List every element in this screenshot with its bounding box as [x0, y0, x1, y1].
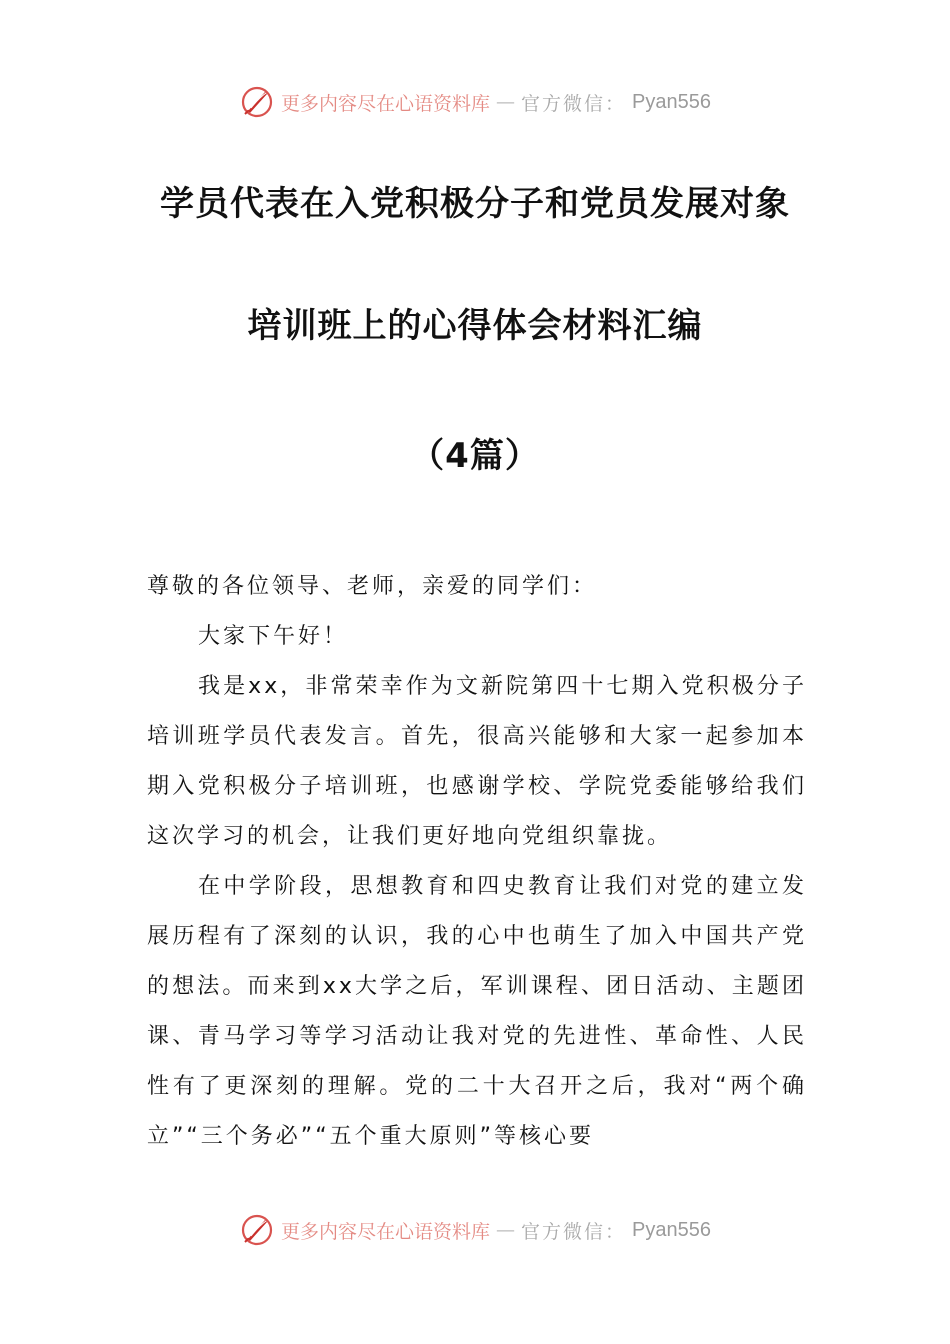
- document-count: （4篇）: [410, 436, 540, 476]
- watermark-site-text: 更多内容尽在心语资料库: [281, 92, 491, 115]
- document-title-line2: 培训班上的心得体会材料汇编: [247, 306, 703, 346]
- document-title-line1: 学员代表在入党积极分子和党员发展对象: [160, 184, 790, 224]
- watermark-handle: Pyan556: [632, 1218, 711, 1241]
- watermark-label: 官方微信：: [521, 1220, 627, 1243]
- header-watermark: [0, 84, 950, 120]
- footer-watermark: [0, 1212, 950, 1248]
- quill-logo-icon: [239, 84, 275, 120]
- watermark-handle: Pyan556: [632, 90, 711, 113]
- greeting: 大家下午好！: [198, 624, 349, 649]
- quill-logo-icon: [239, 1212, 275, 1248]
- salutation: 尊敬的各位领导、老师，亲爱的同学们：: [147, 574, 598, 599]
- watermark-site-text: 更多内容尽在心语资料库: [281, 1220, 491, 1243]
- document-body: [147, 562, 807, 1162]
- paragraph: 我是xx，非常荣幸作为文新院第四十七期入党积极分子培训班学员代表发言。首先，很高兴能够和大家一起参加本期入党积极分子培训班，也感谢学校、学院党委能够给我们这次学习的机会，让我们更好地向党组织靠拢。: [147, 674, 807, 849]
- watermark-separator: —: [496, 1219, 516, 1241]
- watermark-separator: —: [496, 91, 516, 113]
- watermark-label: 官方微信：: [521, 92, 627, 115]
- paragraph: 在中学阶段，思想教育和四史教育让我们对党的建立发展历程有了深刻的认识，我的心中也萌生了加入中国共产党的想法。而来到xx大学之后，军训课程、团日活动、主题团课、青马学习等学习活动让我对党的先进性、革命性、人民性有了更深刻的理解。党的二十大召开之后，我对“两个确立”“三个务必”“五个重大原则”等核心要: [147, 874, 807, 1149]
